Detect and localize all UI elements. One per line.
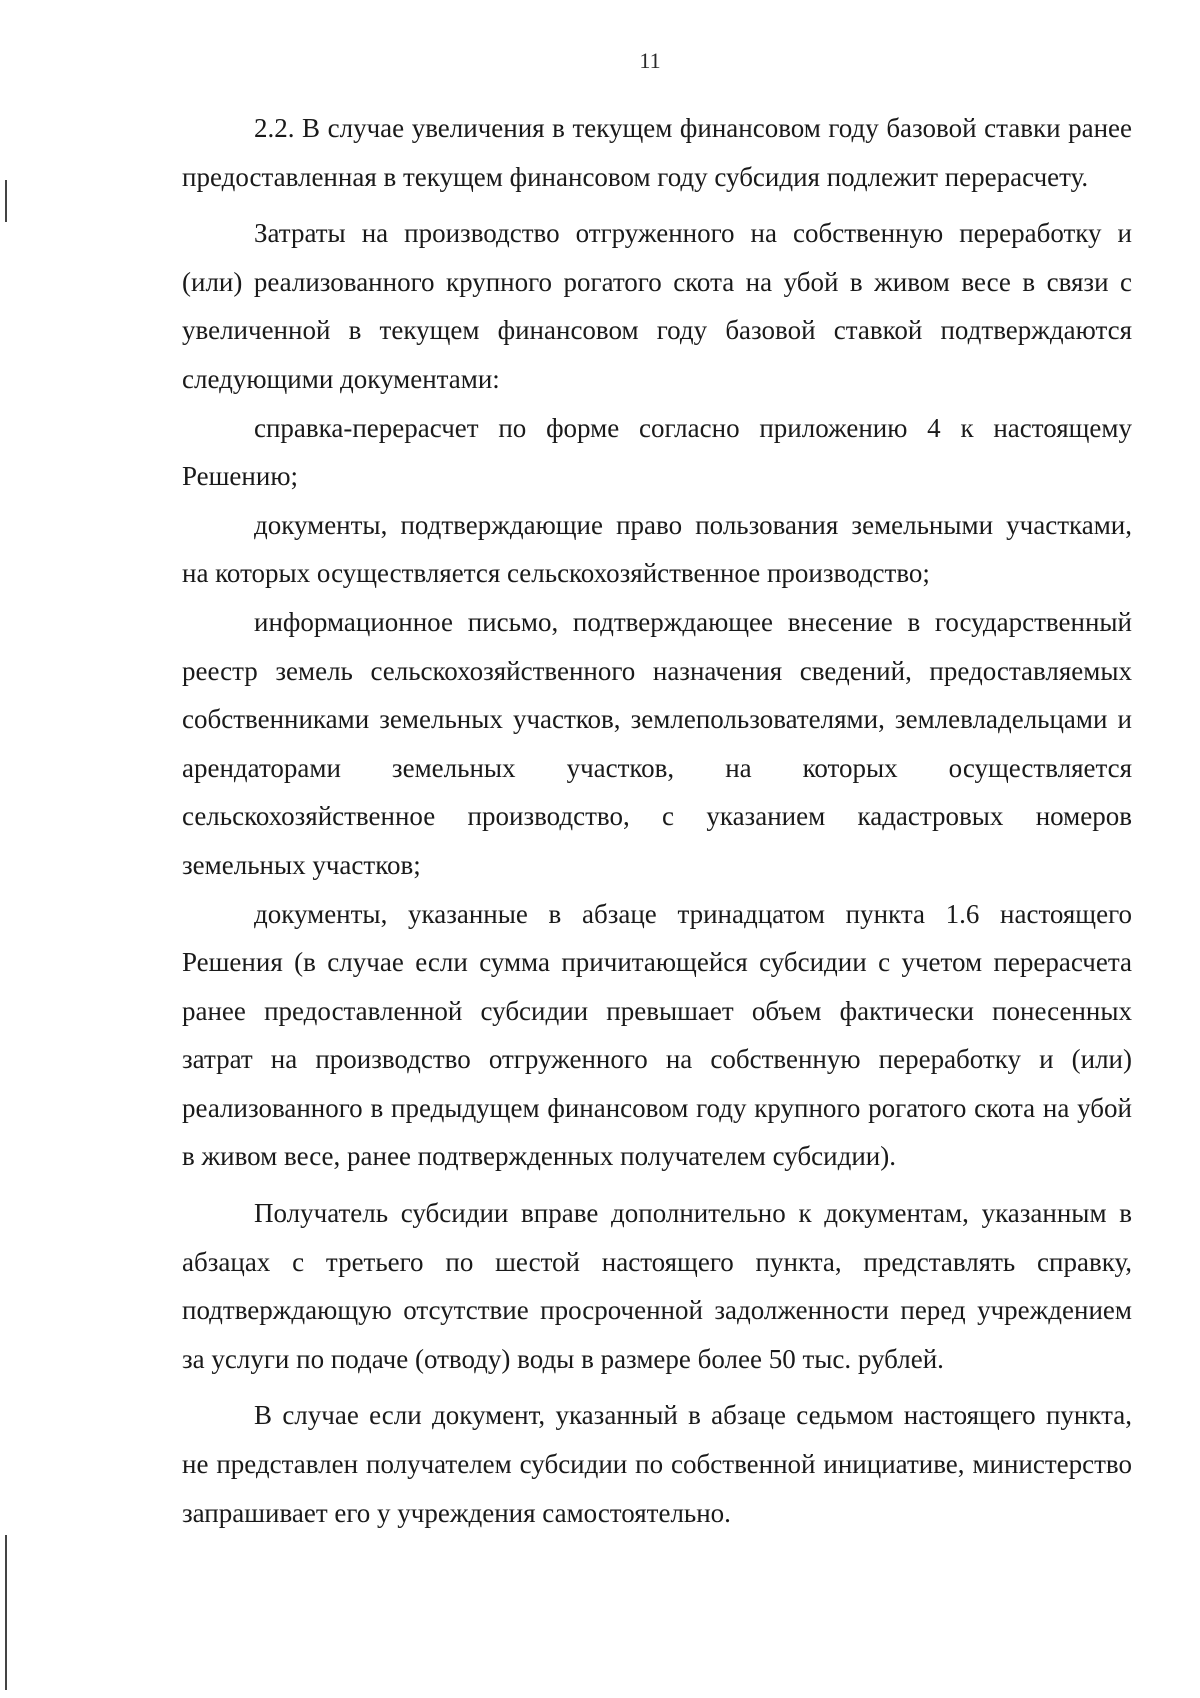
document-body: [182, 104, 1132, 1537]
paragraph-list-item: документы, подтверждающие право пользования земельными участками, на которых осуществляется сельскохозяйственное производство;: [182, 509, 1132, 589]
paragraph-list-item: документы, указанные в абзаце тринадцатом пункта 1.6 настоящего Решения (в случае если сумма причитающейся субсидии с учетом перерасчета ранее предоставленной субсидии превышает объем фактически понесенных затрат на производство отгруженного на собственную переработку и (или) реализованного в предыдущем финансовом году крупного рогатого скота на убой в живом весе, ранее подтвержденных получателем субсидии).: [182, 898, 1132, 1172]
page-number: 11: [639, 48, 661, 73]
margin-scan-mark: [5, 1535, 7, 1690]
paragraph-recipient: Получатель субсидии вправе дополнительно к документам, указанным в абзацах с третьего по шестой настоящего пункта, представлять справку, подтверждающую отсутствие просроченной задолженности перед учреждением за услуги по подаче (отводу) воды в размере более 50 тыс. рублей.: [182, 1198, 1132, 1374]
paragraph-list-item: справка-перерасчет по форме согласно приложению 4 к настоящему Решению;: [182, 412, 1132, 492]
margin-scan-mark: [5, 180, 7, 222]
paragraph-costs: Затраты на производство отгруженного на собственную переработку и (или) реализованного крупного рогатого скота на убой в живом весе в связи с увеличенной в текущем финансовом году базовой ставкой подтверждаются следующими документами:: [182, 218, 1132, 394]
paragraph-list-item: информационное письмо, подтверждающее внесение в государственный реестр земель сельскохозяйственного назначения сведений, предоставляемых собственниками земельных участков, землепользователями, землевладельцами и арендаторами земельных участков, на которых осуществляется сельскохозяйственное производство, с указанием кадастровых номеров земельных участков;: [182, 606, 1132, 880]
paragraph-ministry: В случае если документ, указанный в абзаце седьмом настоящего пункта, не представлен получателем субсидии по собственной инициативе, министерство запрашивает его у учреждения самостоятельно.: [182, 1400, 1132, 1528]
paragraph-2-2: 2.2. В случае увеличения в текущем финансовом году базовой ставки ранее предоставленная в текущем финансовом году субсидия подлежит перерасчету.: [182, 113, 1132, 192]
